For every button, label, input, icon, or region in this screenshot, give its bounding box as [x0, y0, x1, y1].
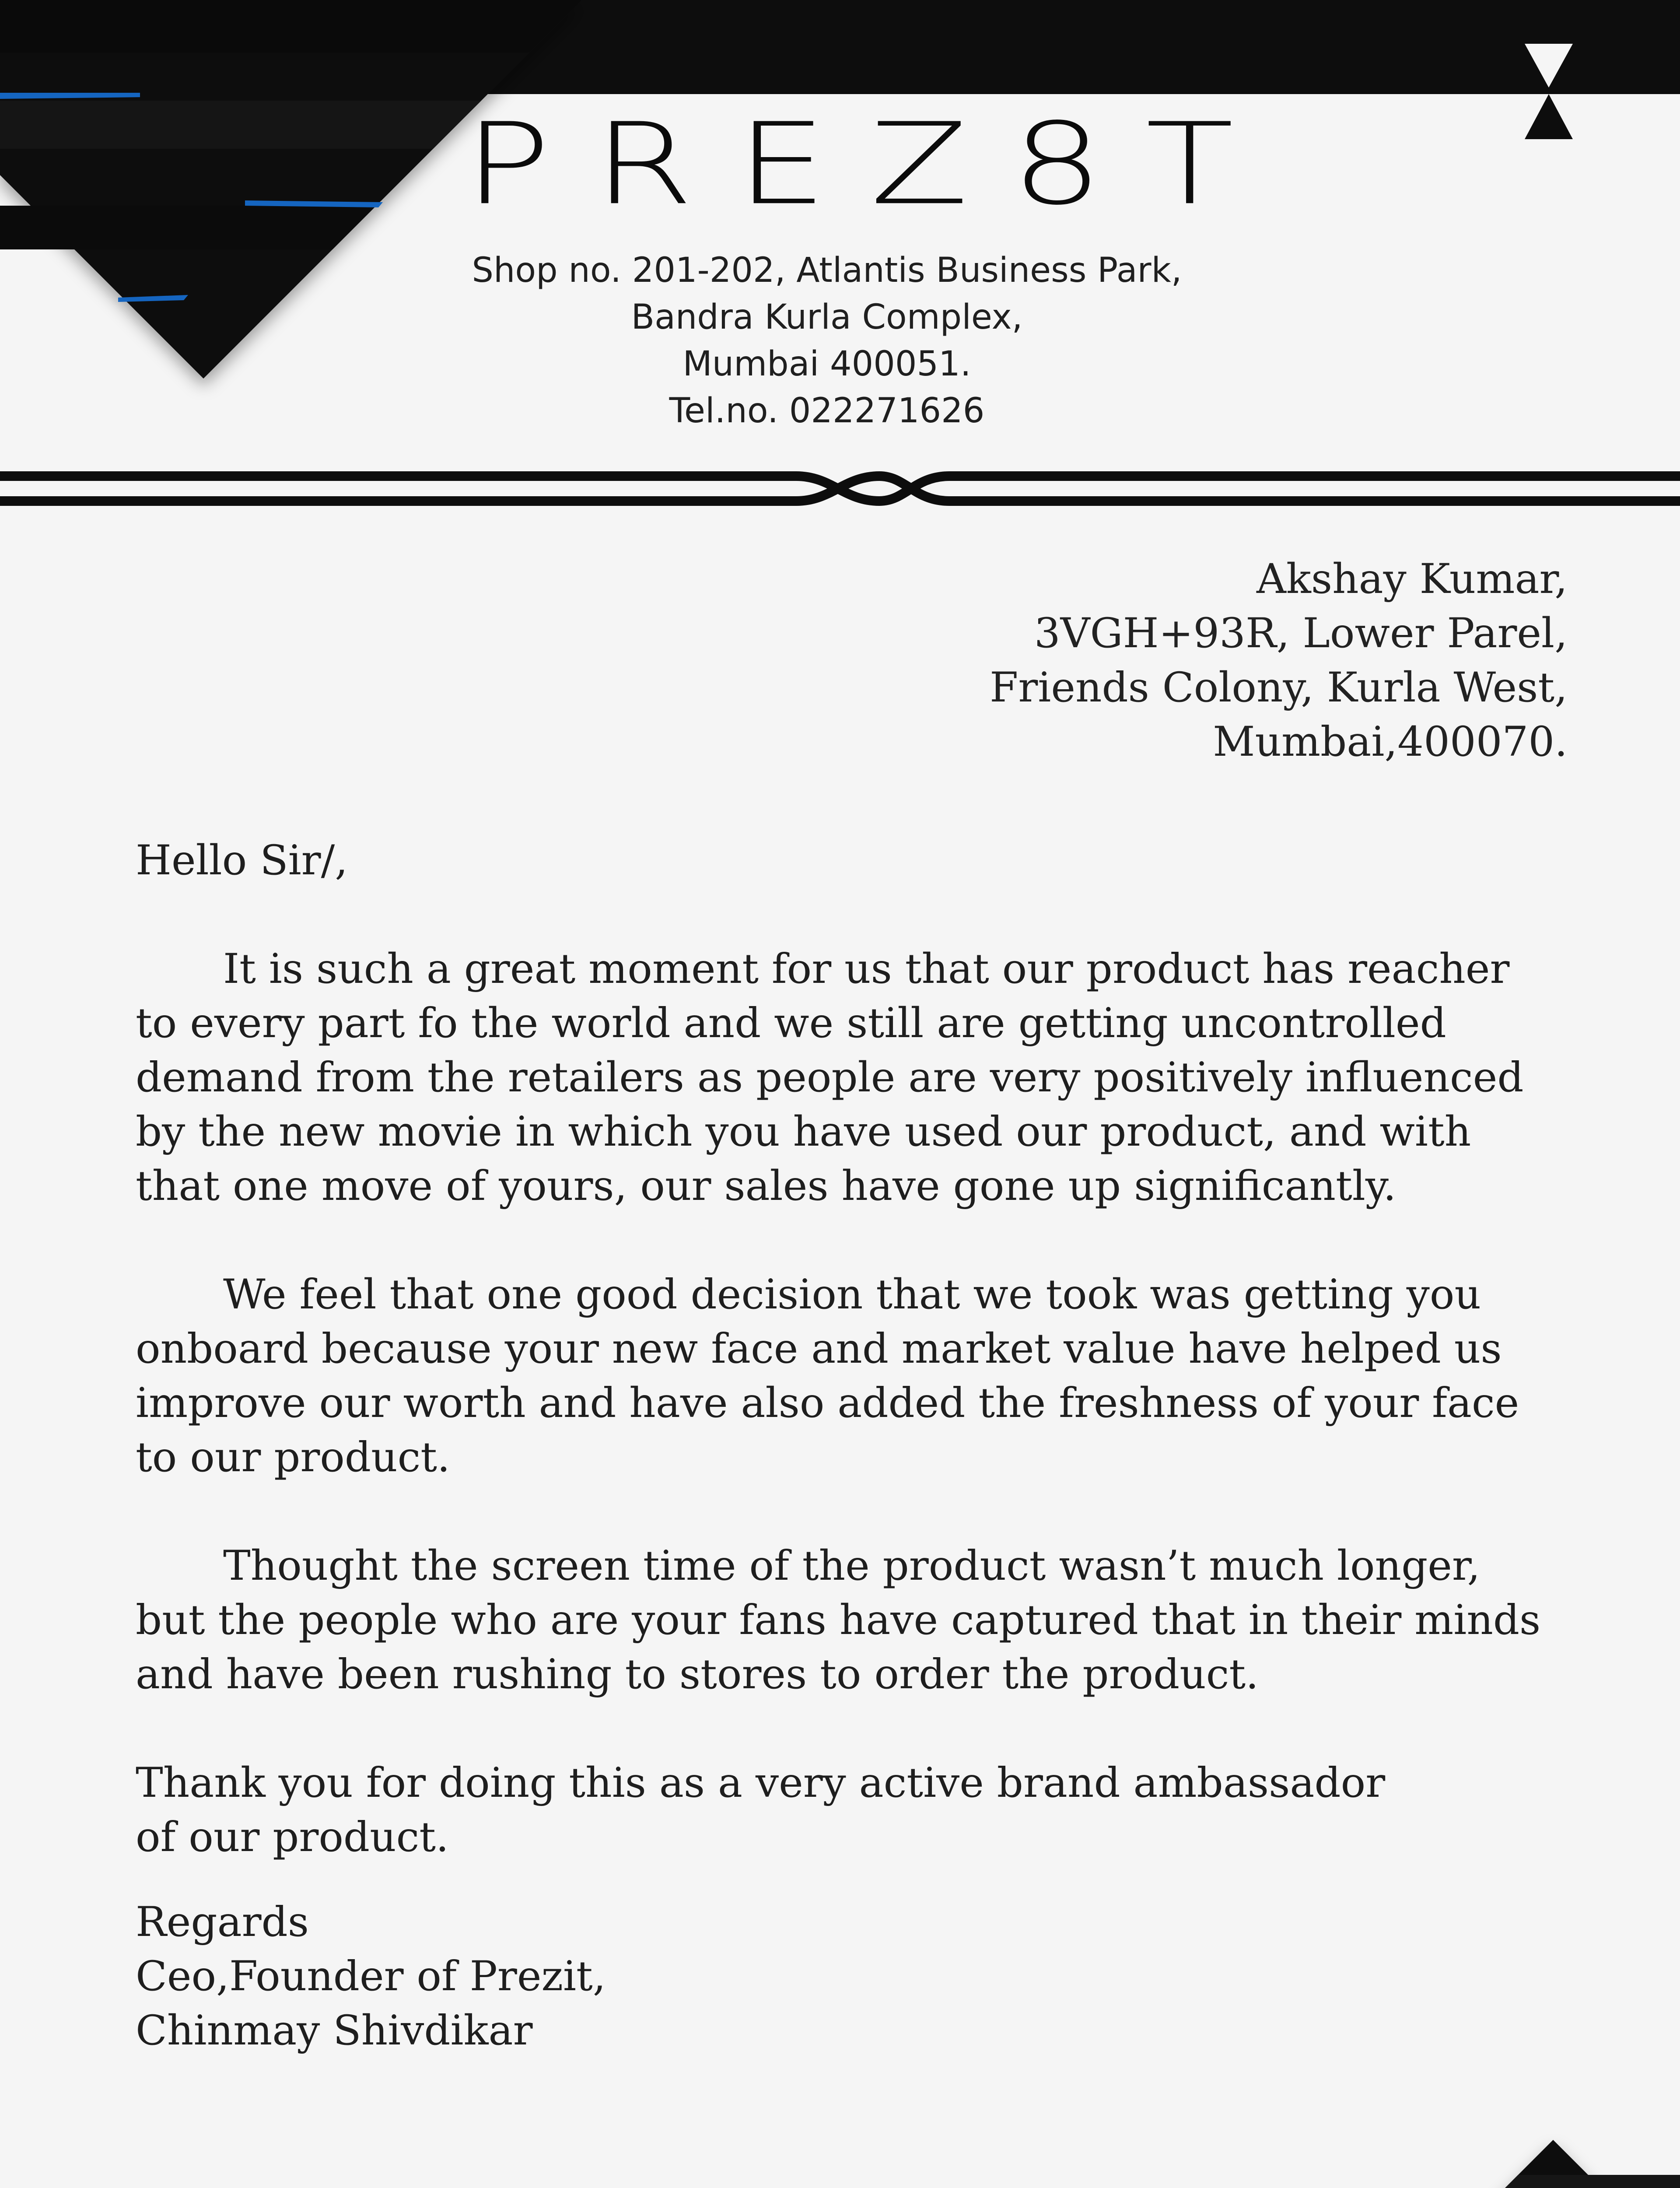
signature-title: Ceo,Founder of Prezit, — [136, 1953, 606, 2000]
paragraph-1-line: It is such a great moment for us that our product has reacher — [223, 945, 1510, 993]
logo-letter-8: 8 — [1011, 98, 1103, 230]
triangle-stripe-2 — [0, 101, 481, 149]
paragraph-3-line: and have been rushing to stores to order the product. — [136, 1651, 1259, 1698]
paragraph-3-line: Thought the screen time of the product wasn’t much longer, — [223, 1542, 1480, 1590]
paragraph-2-line: onboard because your new face and market value have helped us — [136, 1325, 1502, 1373]
triangle-stripe-1 — [0, 0, 582, 53]
logo-letter-z: Z — [870, 98, 969, 230]
thanks-line: of our product. — [136, 1813, 449, 1861]
logo-letter-r: R — [593, 98, 694, 230]
recipient-address-line: Mumbai,400070. — [1213, 718, 1568, 766]
recipient-address-line: Friends Colony, Kurla West, — [990, 664, 1568, 712]
address-line: Mumbai 400051. — [682, 344, 971, 384]
recipient-name: Akshay Kumar, — [1256, 555, 1568, 603]
logo-letter-t: T — [1145, 98, 1234, 230]
thanks-line: Thank you for doing this as a very active brand ambassador — [136, 1759, 1386, 1807]
signature-name: Chinmay Shivdikar — [136, 2007, 533, 2055]
paragraph-1-line: to every part fo the world and we still are getting uncontrolled — [136, 999, 1446, 1047]
paragraph-3-line: but the people who are your fans have captured that in their minds — [136, 1596, 1541, 1644]
paragraph-1-line: demand from the retailers as people are very positively influenced — [136, 1054, 1524, 1101]
closing: Regards — [136, 1898, 309, 1946]
company-logo — [464, 98, 1234, 230]
paragraph-2-line: We feel that one good decision that we took was getting you — [223, 1271, 1481, 1318]
logo-letter-p: P — [464, 98, 551, 230]
paragraph-1-line: that one move of yours, our sales have gone up significantly. — [136, 1162, 1396, 1210]
paragraph-2-line: improve our worth and have also added the freshness of your face — [136, 1379, 1519, 1427]
salutation: Hello Sir/, — [136, 837, 348, 884]
bottom-stripe-1 — [1479, 2175, 1680, 2188]
paragraph-2-line: to our product. — [136, 1434, 450, 1481]
logo-letter-e: E — [736, 98, 828, 230]
recipient-address — [824, 552, 1568, 769]
triangle-stripe-3 — [0, 206, 376, 249]
letter-body — [136, 834, 1579, 2058]
recipient-address-line: 3VGH+93R, Lower Parel, — [1034, 610, 1568, 657]
company-address — [359, 247, 1295, 435]
address-line: Shop no. 201-202, Atlantis Business Park, — [472, 251, 1182, 290]
address-line: Bandra Kurla Complex, — [631, 298, 1023, 337]
paragraph-1-line: by the new movie in which you have used our product, and with — [136, 1108, 1471, 1156]
phone-line: Tel.no. 022271626 — [669, 391, 985, 431]
